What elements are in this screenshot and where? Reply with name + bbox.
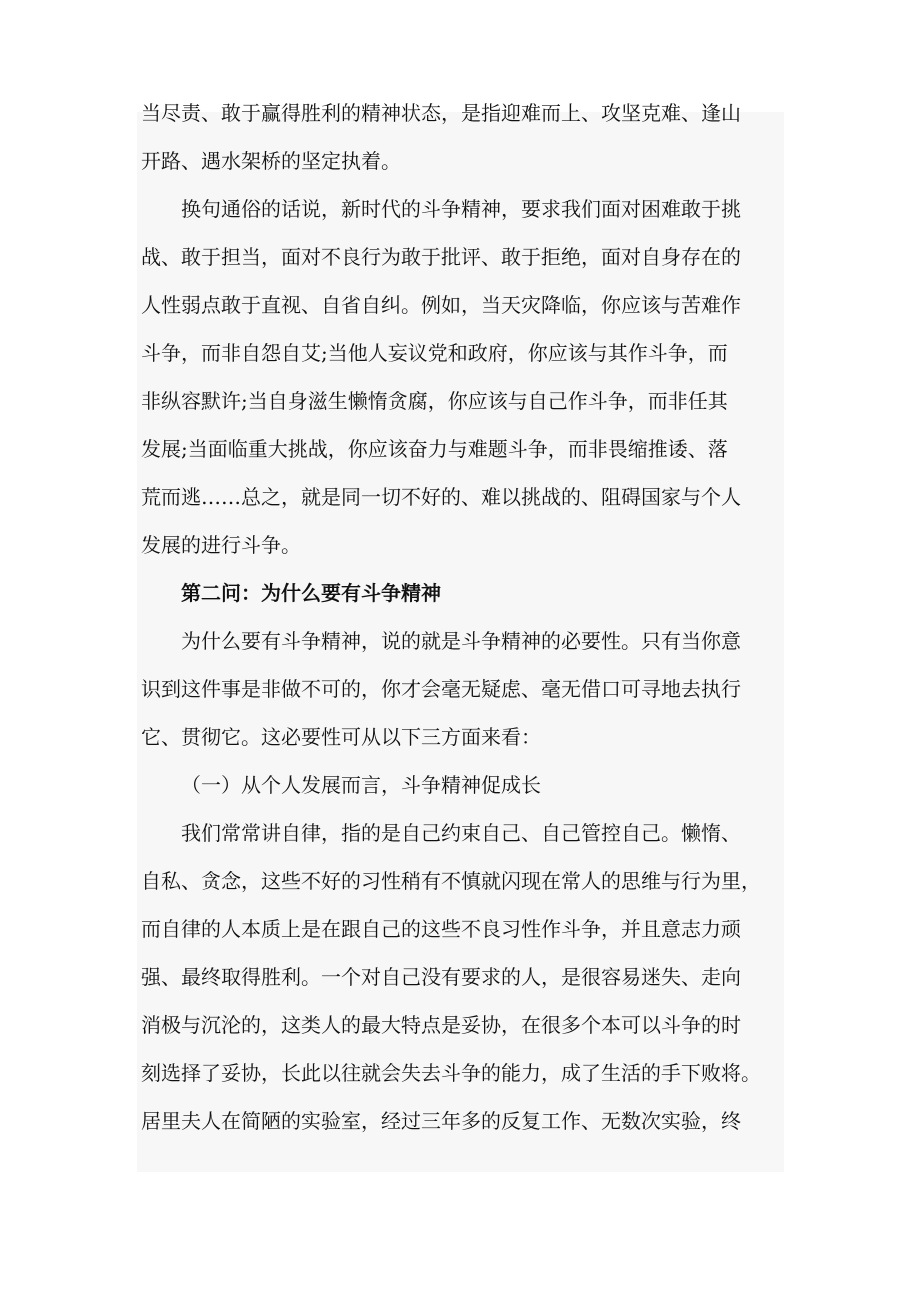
text-line: 当尽责、敢于赢得胜利的精神状态，是指迎难而上、攻坚克难、逢山	[141, 101, 741, 125]
text-line: 荒而逃……总之，就是同一切不好的、难以挑战的、阻碍国家与个人	[141, 485, 741, 509]
text-line: 它、贯彻它。这必要性可从以下三方面来看：	[141, 725, 541, 749]
text-line: 为什么要有斗争精神，说的就是斗争精神的必要性。只有当你意	[181, 629, 741, 653]
text-line: 开路、遇水架桥的坚定执着。	[141, 149, 401, 173]
text-line: 换句通俗的话说，新时代的斗争精神，要求我们面对困难敢于挑	[181, 197, 741, 221]
text-line: 而自律的人本质上是在跟自己的这些不良习性作斗争，并且意志力顽	[141, 917, 741, 941]
text-line: 强、最终取得胜利。一个对自己没有要求的人，是很容易迷失、走向	[141, 965, 741, 989]
section-heading: 第二问：为什么要有斗争精神	[181, 581, 441, 605]
text-line: 自私、贪念，这些不好的习性稍有不慎就闪现在常人的思维与行为里，	[141, 869, 761, 893]
text-line: 发展的进行斗争。	[141, 533, 301, 557]
text-line: 刻选择了妥协，长此以往就会失去斗争的能力，成了生活的手下败将。	[141, 1061, 761, 1085]
text-line: 斗争，而非自怨自艾;当他人妄议党和政府，你应该与其作斗争，而	[141, 341, 728, 365]
text-line: 非纵容默许;当自身滋生懒惰贪腐，你应该与自己作斗争，而非任其	[141, 389, 728, 413]
text-line: 发展;当面临重大挑战，你应该奋力与难题斗争，而非畏缩推诿、落	[141, 437, 728, 461]
text-line: 居里夫人在简陋的实验室，经过三年多的反复工作、无数次实验，终	[141, 1109, 741, 1133]
text-line: 战、敢于担当，面对不良行为敢于批评、敢于拒绝，面对自身存在的	[141, 245, 741, 269]
text-line: （一）从个人发展而言，斗争精神促成长	[181, 773, 541, 797]
text-line: 识到这件事是非做不可的，你才会毫无疑虑、毫无借口可寻地去执行	[141, 677, 741, 701]
text-block	[137, 101, 784, 1172]
text-line: 人性弱点敢于直视、自省自纠。例如，当天灾降临，你应该与苦难作	[141, 293, 741, 317]
text-line: 消极与沉沦的，这类人的最大特点是妥协，在很多个本可以斗争的时	[141, 1013, 741, 1037]
text-line: 我们常常讲自律，指的是自己约束自己、自己管控自己。懒惰、	[181, 821, 741, 845]
